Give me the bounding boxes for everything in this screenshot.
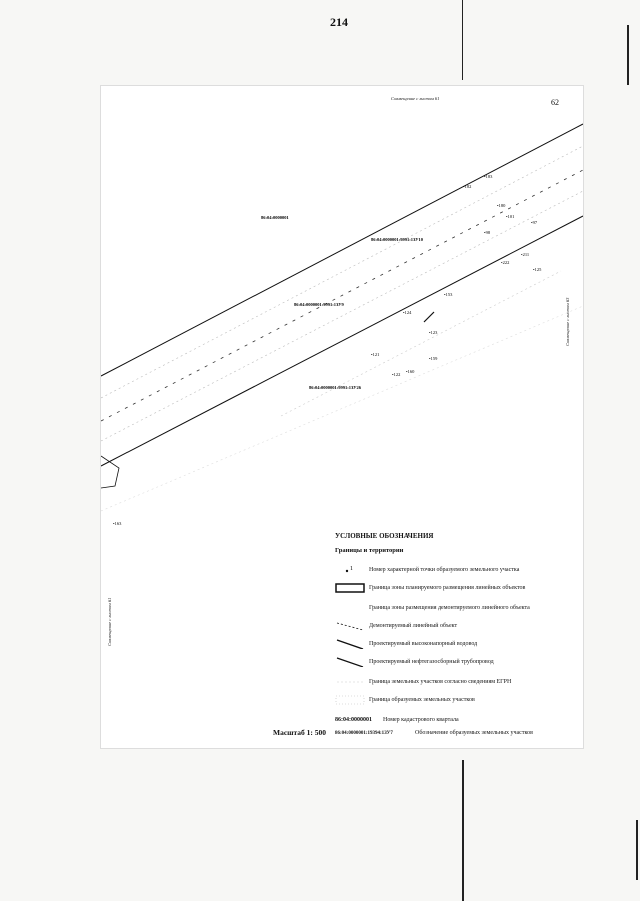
legend-subtitle: Границы и территории xyxy=(335,547,404,554)
scan-artifact-line xyxy=(462,0,463,80)
point-label: •183 xyxy=(484,174,493,179)
legend-item-label: Граница зоны размещения демонтируемого линейного объекта xyxy=(369,605,530,611)
legend-item-label: Обозначение образуемых земельных участков xyxy=(415,730,533,736)
map-sheet xyxy=(100,85,584,749)
legend-item-label: Граница образуемых земельных участков xyxy=(369,697,475,703)
pipeline-segment xyxy=(424,312,434,322)
parcel-boundary-line xyxy=(101,306,583,511)
point-label: •159 xyxy=(429,356,438,361)
sheet-matching-top: Совмещение с листом 61 xyxy=(391,96,440,101)
scan-artifact-line xyxy=(462,760,464,901)
map-legend xyxy=(331,531,571,741)
legend-item xyxy=(335,657,571,669)
egrn-parcel-boundary-icon xyxy=(335,677,365,687)
corridor-boundary-line xyxy=(101,216,583,466)
point-label: •122 xyxy=(392,372,401,377)
parcel-label: 86:04:0000001:9991:1ЗУ9 xyxy=(294,302,344,307)
dismantled-line xyxy=(101,170,583,421)
legend-item-label: Проектируемый нефтегазосборный трубопровод xyxy=(369,659,494,665)
legend-item-label: Проектируемый высоконапорный водовод xyxy=(369,641,478,647)
quarter-code-example: 86:04:0000001 xyxy=(335,717,372,723)
legend-item xyxy=(335,603,571,615)
point-label: •123 xyxy=(429,330,438,335)
legend-item-label: Номер кадастрового квартала xyxy=(383,717,459,723)
point-label: •101 xyxy=(506,214,515,219)
legend-item xyxy=(335,621,571,633)
point-label: •211 xyxy=(521,252,530,257)
point-labels xyxy=(113,174,542,526)
map-scale: Масштаб 1: 500 xyxy=(273,728,327,737)
legend-title: УСЛОВНЫЕ ОБОЗНАЧЕНИЯ xyxy=(335,532,434,540)
parcel-label: 86:04:0000001:9991:1ЗУ26 xyxy=(309,385,362,390)
legend-item xyxy=(335,583,571,595)
point-symbol-icon xyxy=(335,565,365,575)
legend-item-label: Демонтируемый линейный объект xyxy=(369,623,458,629)
legend-item-label: Граница земельных участков согласно сведениям ЕГРН xyxy=(369,679,512,685)
point-label: •153 xyxy=(444,292,453,297)
legend-item xyxy=(335,565,571,577)
parcel-boundary-line xyxy=(281,271,561,416)
parcel-boundary-line xyxy=(101,191,583,441)
point-label: •180 xyxy=(497,203,506,208)
point-label: •98 xyxy=(484,230,491,235)
legend-item xyxy=(335,728,571,740)
water-pipeline-icon xyxy=(335,639,365,649)
quarter-label: 86:04:0000001 xyxy=(261,215,289,220)
oil-gas-pipeline-icon xyxy=(335,657,365,667)
parcel-boundary-line xyxy=(101,146,583,398)
point-label: •125 xyxy=(533,267,542,272)
point-label: •121 xyxy=(371,352,380,357)
point-label: •160 xyxy=(406,369,415,374)
legend-item-label: Граница зоны планируемого размещения линейных объектов xyxy=(369,585,526,591)
parcel-code-example: 86:04:0000001:19394:1ЗУ7 xyxy=(335,731,393,736)
dismantle-zone-icon xyxy=(335,603,365,613)
new-parcel-boundary-icon xyxy=(335,695,365,705)
point-label: •182 xyxy=(463,184,472,189)
sheet-number: 62 xyxy=(551,98,559,107)
sheet-matching-left: Совмещение с листом 61 xyxy=(107,597,112,646)
legend-item xyxy=(335,715,571,727)
point-symbol-number: 1 xyxy=(350,566,353,572)
scan-artifact-line xyxy=(636,820,638,880)
point-label: •163 xyxy=(113,521,122,526)
page-number: 214 xyxy=(330,15,348,29)
corridor-boundary-line xyxy=(101,124,583,376)
parcel-label: 86:04:0000001:9991:1ЗУ10 xyxy=(371,237,424,242)
legend-item xyxy=(335,695,571,707)
scan-artifact-line xyxy=(627,25,629,85)
point-label: •124 xyxy=(403,310,412,315)
zone-boundary-icon xyxy=(335,583,365,593)
point-label: •97 xyxy=(531,220,538,225)
legend-item-label: Номер характерной точки образуемого земельного участка xyxy=(369,567,520,573)
legend-item xyxy=(335,639,571,651)
dismantled-object-icon xyxy=(335,621,365,631)
point-label: •222 xyxy=(501,260,510,265)
legend-item xyxy=(335,677,571,689)
sheet-matching-right: Совмещение с листом 63 xyxy=(565,297,570,346)
